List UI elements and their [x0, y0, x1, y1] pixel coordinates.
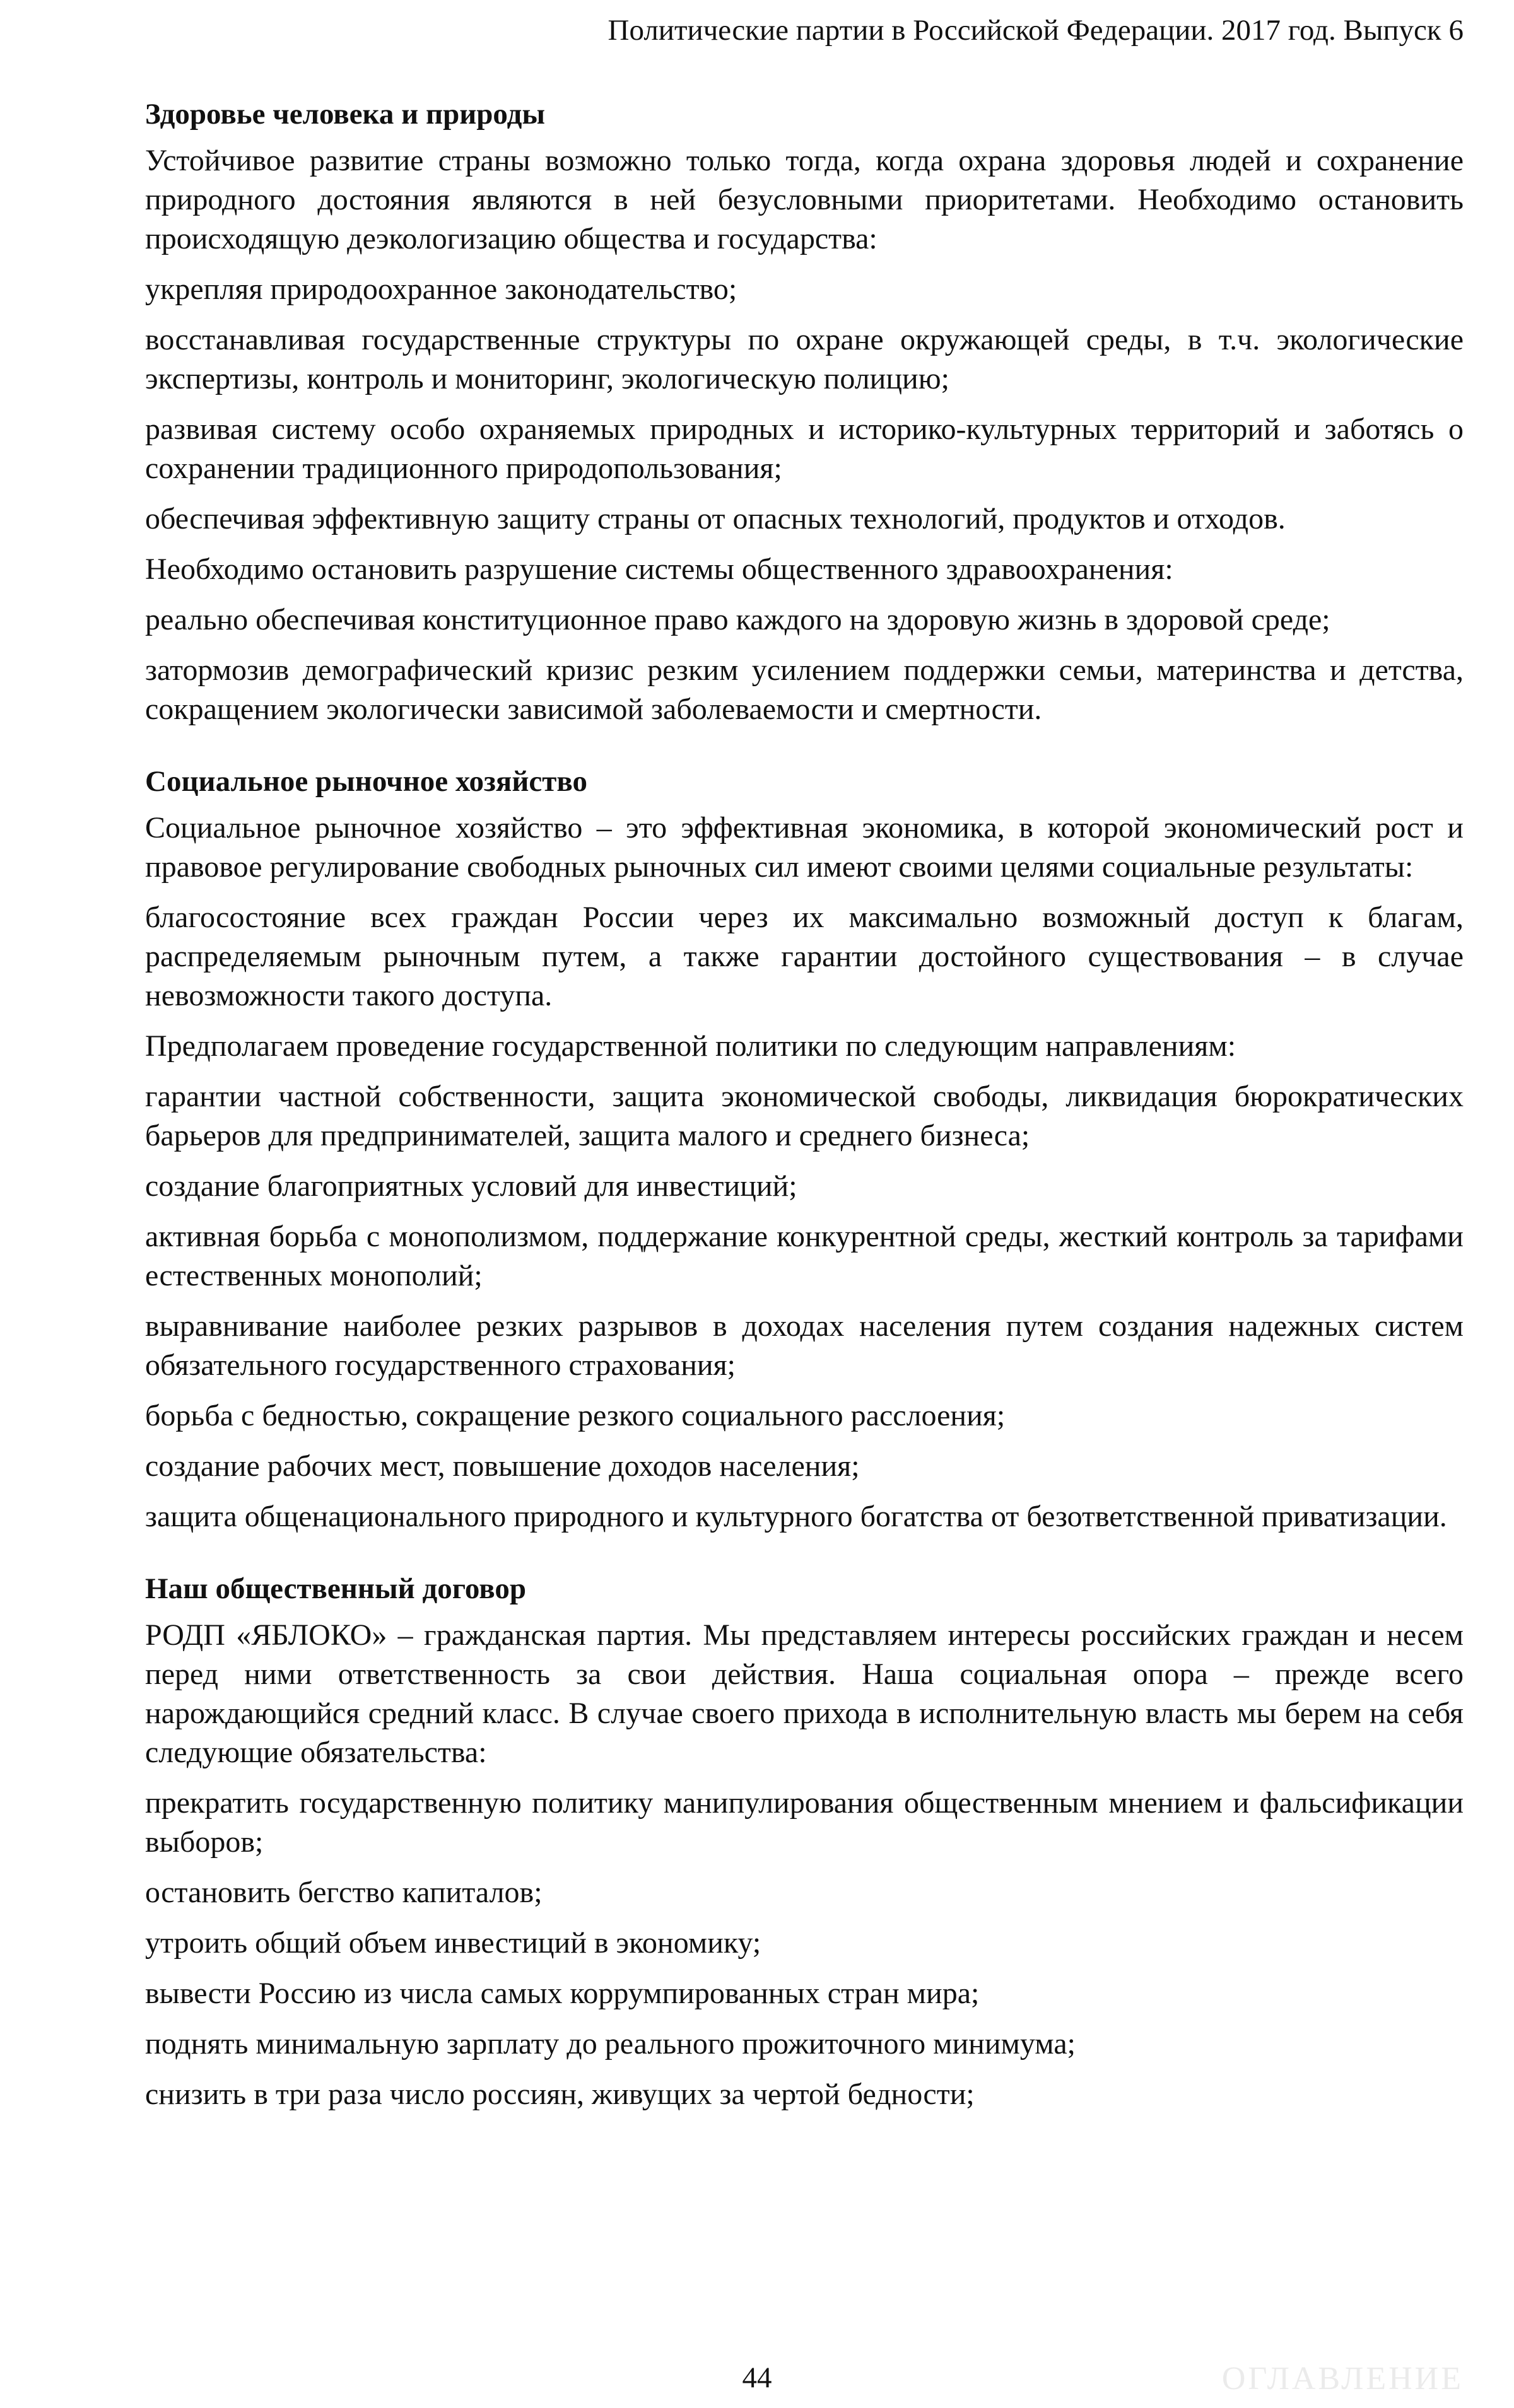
section-health [145, 95, 1464, 729]
paragraph: Предполагаем проведение государственной политики по следующим направлениям: [145, 1029, 1236, 1063]
paragraph: Необходимо остановить разрушение системы общественного здравоохранения: [145, 552, 1173, 586]
section-social-market [145, 762, 1464, 1536]
paragraph: Социальное рыночное хозяйство – это эффективная экономика, в которой экономический рост и правовое регулирование свободных рыночных сил имеют своими целями социальные результаты: [145, 811, 1464, 884]
paragraph: утроить общий объем инвестиций в экономику; [145, 1926, 761, 1960]
section-spacer [145, 1548, 1464, 1569]
paragraph: восстанавливая государственные структуры по охране окружающей среды, в т.ч. экологические экспертизы, контроль и мониторинг, экологическую полицию; [145, 323, 1464, 395]
section-title: Здоровье человека и природы [145, 98, 546, 131]
section-title: Наш общественный договор [145, 1572, 526, 1605]
paragraph: развивая систему особо охраняемых природных и историко-культурных территорий и заботясь о сохранении традиционного природопользования; [145, 412, 1464, 485]
section-title: Социальное рыночное хозяйство [145, 765, 587, 798]
paragraph: выравнивание наиболее резких разрывов в доходах населения путем создания надежных систем обязательного государственного страхования; [145, 1309, 1464, 1382]
paragraph: укрепляя природоохранное законодательство; [145, 272, 737, 306]
paragraph: обеспечивая эффективную защиту страны от опасных технологий, продуктов и отходов. [145, 502, 1286, 535]
paragraph: прекратить государственную политику манипулирования общественным мнением и фальсификации выборов; [145, 1786, 1464, 1859]
paragraph: снизить в три раза число россиян, живущих за чертой бедности; [145, 2078, 975, 2111]
paragraph: остановить бегство капиталов; [145, 1876, 543, 1909]
section-spacer [145, 740, 1464, 762]
paragraph: борьба с бедностью, сокращение резкого социального расслоения; [145, 1399, 1006, 1432]
paragraph: создание рабочих мест, повышение доходов населения; [145, 1449, 860, 1483]
paragraph: вывести Россию из числа самых коррумпированных стран мира; [145, 1977, 980, 2010]
paragraph: благосостояние всех граждан России через их максимально возможный доступ к благам, распределяемым рыночным путем, а также гарантии достойного существования – в случае невозможности такого доступа. [145, 901, 1464, 1012]
paragraph: поднять минимальную зарплату до реального прожиточного минимума; [145, 2027, 1076, 2060]
paragraph: затормозив демографический кризис резким усилением поддержки семьи, материнства и детства, сокращением экологически зависимой заболеваемости и смертности. [145, 653, 1464, 726]
paragraph: создание благоприятных условий для инвестиций; [145, 1169, 797, 1203]
paragraph: активная борьба с монополизмом, поддержание конкурентной среды, жесткий контроль за тарифами естественных монополий; [145, 1220, 1464, 1292]
toc-link[interactable]: ОГЛАВЛЕНИЕ [1221, 2361, 1464, 2397]
running-header: Политические партии в Российской Федерации. 2017 год. Выпуск 6 [607, 14, 1464, 47]
paragraph: РОДП «ЯБЛОКО» – гражданская партия. Мы представляем интересы российских граждан и несем перед ними ответственность за свои действия. Наша социальная опора – прежде всего нарождающийся средний класс. В случае своего прихода в исполнительную власть мы берем на себя следующие обязательства: [145, 1618, 1464, 1769]
paragraph: Устойчивое развитие страны возможно только тогда, когда охрана здоровья людей и сохранение природного достояния являются в ней безусловными приоритетами. Необходимо остановить происходящую деэкологизацию общества и государства: [145, 144, 1464, 255]
page-content [145, 95, 1464, 2125]
paragraph: гарантии частной собственности, защита экономической свободы, ликвидация бюрократических барьеров для предпринимателей, защита малого и среднего бизнеса; [145, 1080, 1464, 1152]
paragraph: реально обеспечивая конституционное право каждого на здоровую жизнь в здоровой среде; [145, 603, 1330, 636]
paragraph: защита общенационального природного и культурного богатства от безответственной приватизации. [145, 1500, 1447, 1533]
section-social-contract [145, 1569, 1464, 2114]
page-number: 44 [742, 2361, 772, 2394]
